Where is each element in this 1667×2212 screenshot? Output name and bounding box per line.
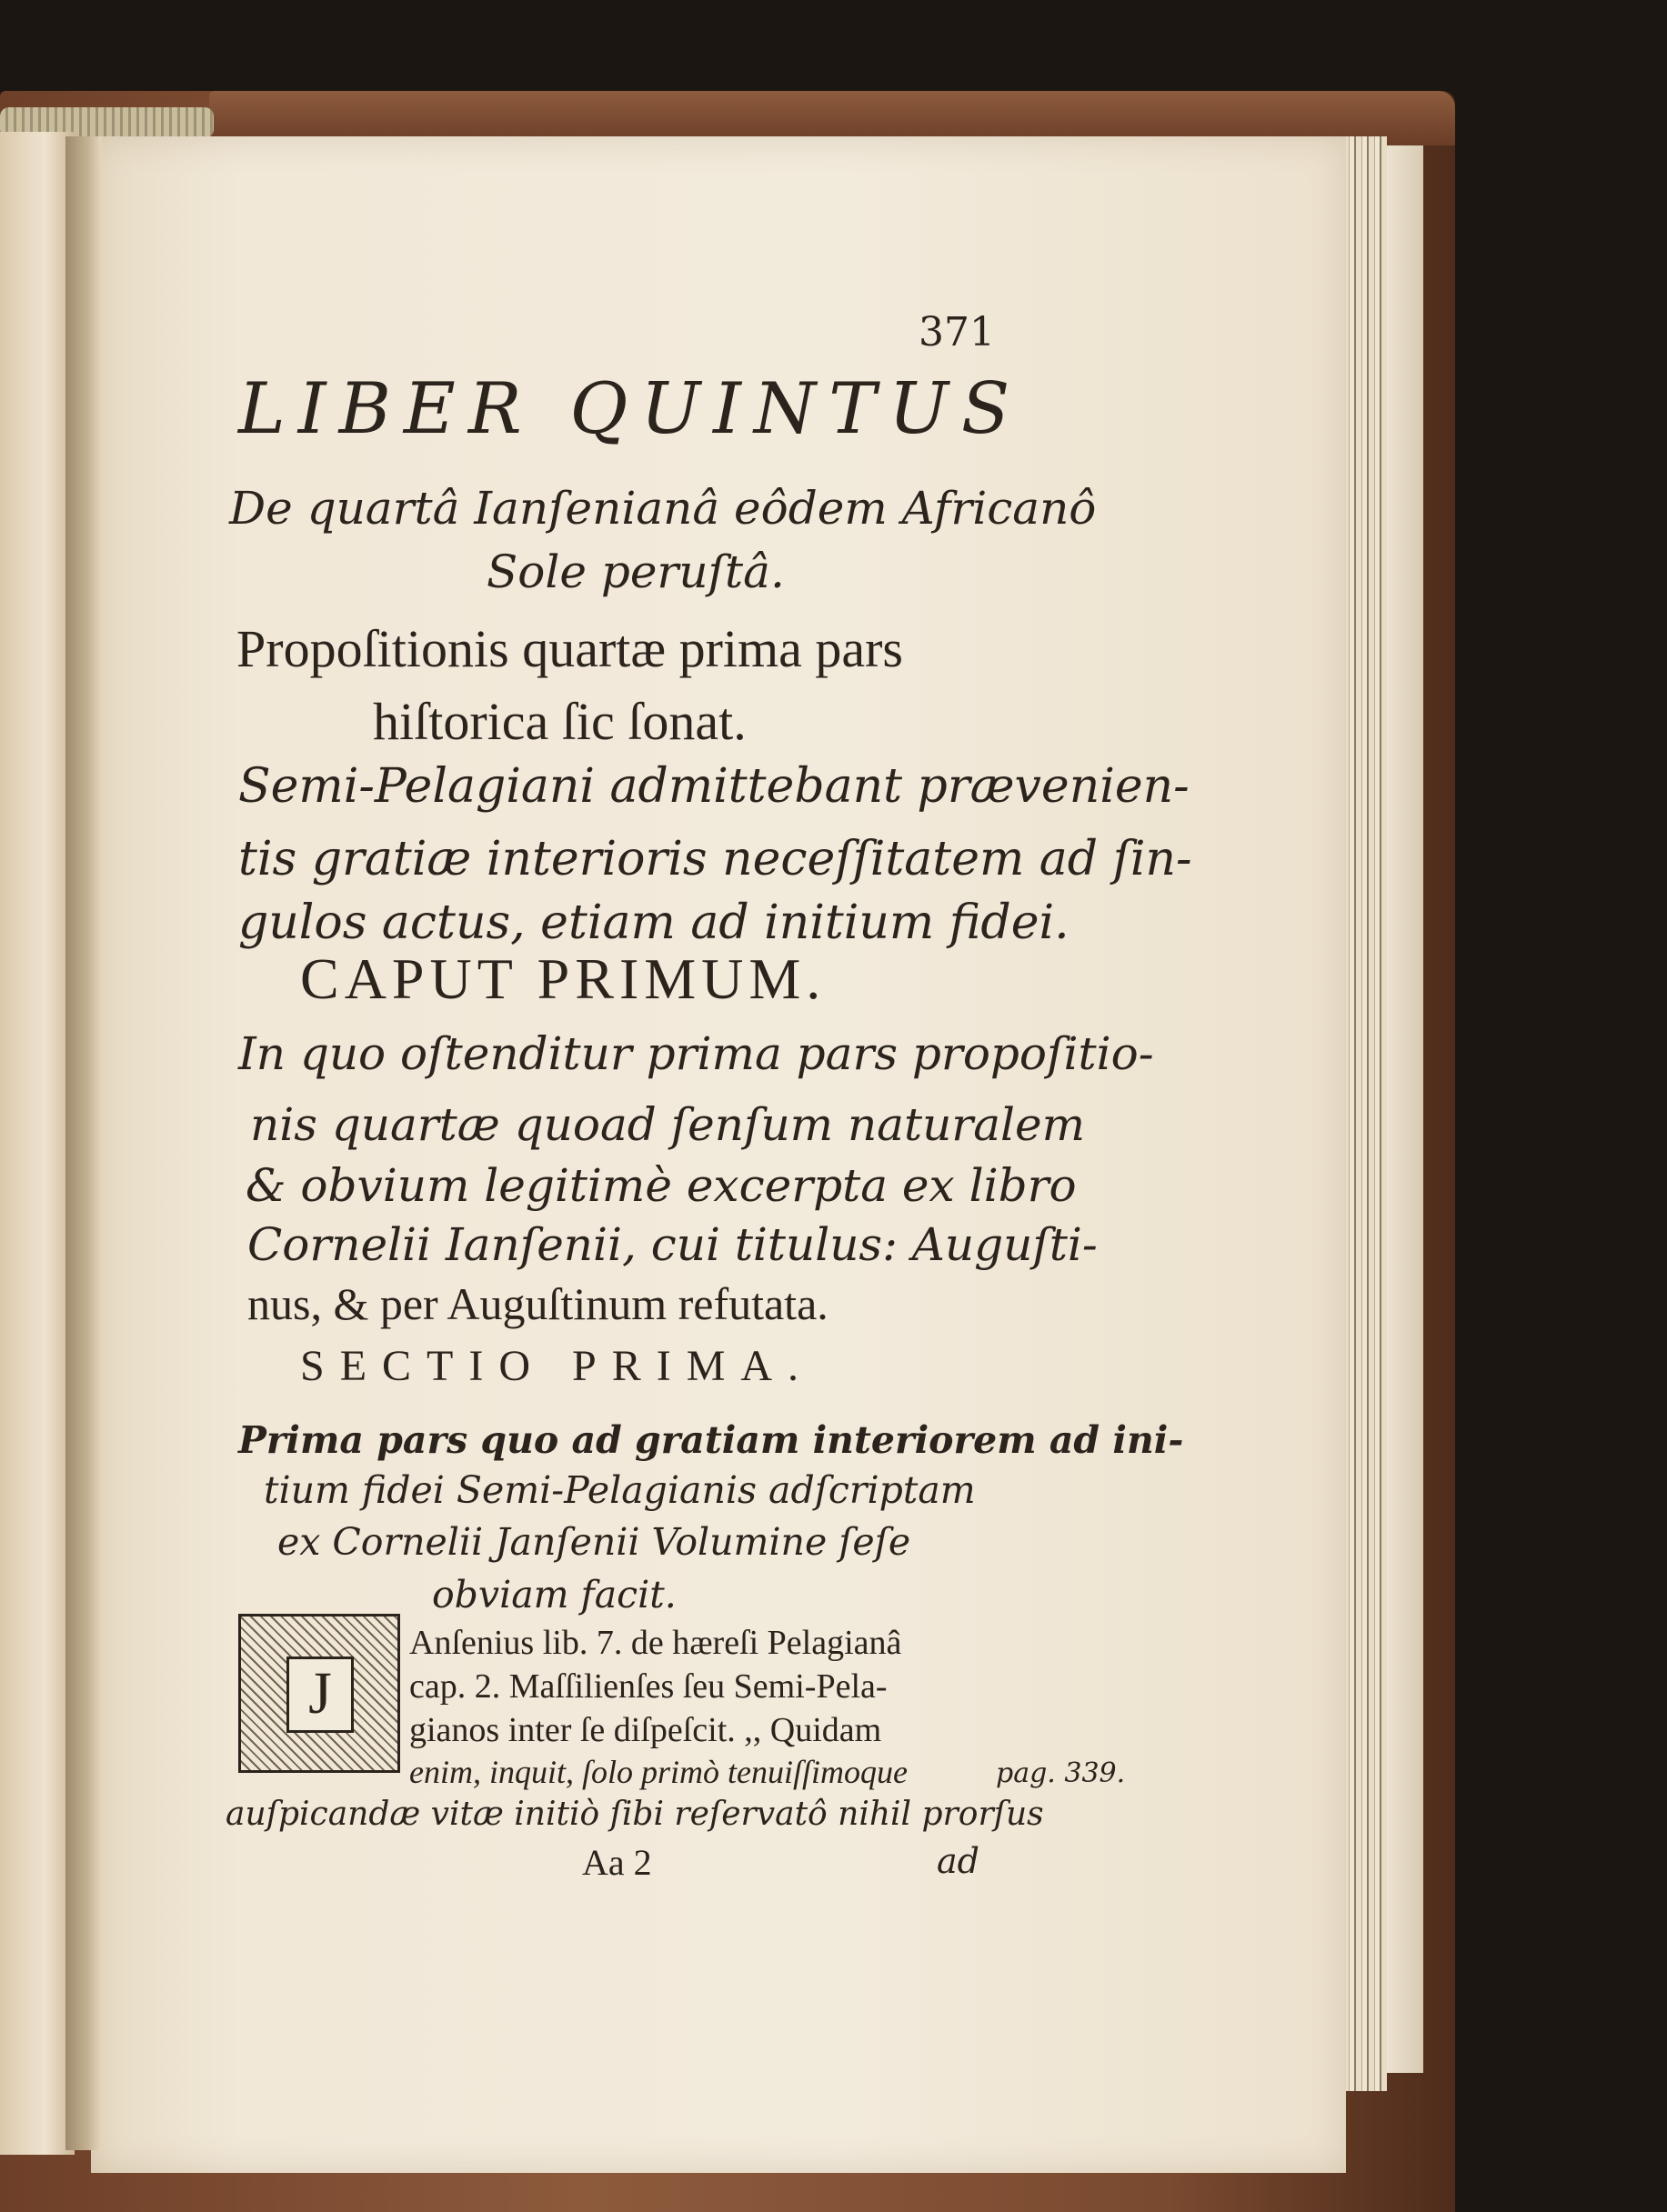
section-summary-line: obviam facit.: [432, 1573, 677, 1616]
chapter-summary-line: In quo oſtenditur prima pars propoſitio-: [238, 1027, 1154, 1080]
book-title: LIBER QUINTUS: [238, 368, 1023, 450]
body-line: gianos inter ſe diſpeſcit. ,, Quidam: [409, 1711, 882, 1749]
subtitle-line: De quartâ Ianſenianâ eôdem Africanô: [229, 482, 1097, 535]
body-line: cap. 2. Maſſilienſes ſeu Semi-Pela-: [409, 1667, 888, 1706]
page-fore-edge-shadow: [1387, 145, 1423, 2073]
page-number: 371: [919, 309, 995, 355]
initial-letter: J: [286, 1656, 354, 1733]
body-line: auſpicandæ vitæ initiò ſibi reſervatô nihil prorſus: [226, 1796, 1044, 1833]
body-line: enim, inquit, ſolo primò tenuiſſimoque: [409, 1754, 908, 1790]
section-summary-line: tium fidei Semi-Pelagianis adſcriptam: [264, 1468, 976, 1512]
chapter-summary-line: nis quartæ quoad ſenſum naturalem: [250, 1098, 1085, 1151]
chapter-summary-line: nus, & per Auguſtinum refutata.: [247, 1278, 828, 1329]
section-summary-line: ex Cornelii Janſenii Volumine ſeſe: [277, 1520, 911, 1564]
proposition-line: Propoſitionis quartæ prima pars: [236, 619, 903, 678]
proposition-line: hiſtorica ſic ſonat.: [373, 692, 747, 751]
body-line: Anſenius lib. 7. de hæreſi Pelagianâ: [409, 1624, 902, 1662]
catchword: ad: [937, 1841, 979, 1881]
section-heading: SECTIO PRIMA.: [300, 1342, 815, 1390]
margin-note: pag. 339.: [996, 1757, 1126, 1789]
chapter-heading: CAPUT PRIMUM.: [300, 946, 827, 1011]
gutter: [65, 136, 102, 2150]
statement-line: gulos actus, etiam ad initium fidei.: [238, 896, 1069, 950]
statement-line: tis gratiæ interioris neceſſitatem ad ſin-: [238, 832, 1192, 886]
chapter-summary-line: Cornelii Ianſenii, cui titulus: Auguſti-: [247, 1218, 1098, 1271]
statement-line: Semi-Pelagiani admittebant prævenien-: [238, 759, 1190, 814]
decorated-initial: [238, 1614, 400, 1773]
section-summary-line: Prima pars quo ad gratiam interiorem ad ini-: [238, 1418, 1184, 1462]
signature-mark: Aa 2: [582, 1842, 652, 1883]
left-page-edge: [0, 132, 75, 2155]
chapter-summary-line: & obvium legitimè excerpta ex libro: [246, 1159, 1077, 1212]
subtitle-line: Sole peruſtâ.: [487, 545, 785, 598]
